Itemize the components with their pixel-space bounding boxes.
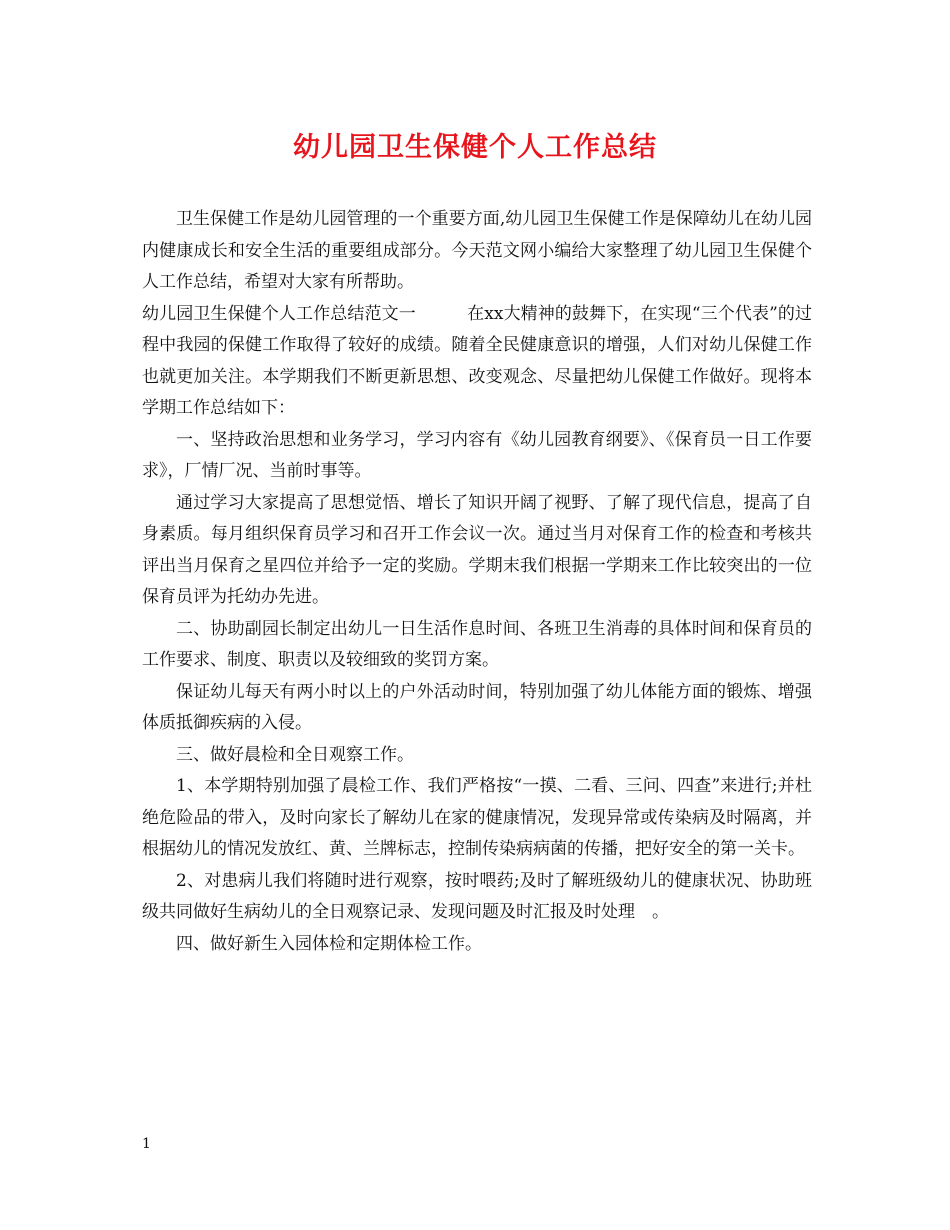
- document-body: [142, 204, 812, 960]
- paragraph-sick-children: 2、对患病儿我们将随时进行观察，按时喂药;及时了解班级幼儿的健康状况、协助班级共同做好生病幼儿的全日观察记录、发现问题及时汇报及时处理 。: [142, 870, 812, 922]
- paragraph-section-one: 一、坚持政治思想和业务学习，学习内容有《幼儿园教育纲要》、《保育员一日工作要求》，厂情厂况、当前时事等。: [142, 429, 812, 481]
- paragraph-section-four: 四、做好新生入园体检和定期体检工作。: [176, 933, 482, 954]
- document-title: 幼儿园卫生保健个人工作总结: [293, 132, 657, 163]
- paragraph-section-three: 三、做好晨检和全日观察工作。: [176, 744, 414, 765]
- page-number: 1: [142, 1136, 151, 1152]
- paragraph-section-two: 二、协助副园长制定出幼儿一日生活作息时间、各班卫生消毒的具体时间和保育员的工作要求、制度、职责以及较细致的奖罚方案。: [142, 618, 812, 670]
- paragraph-study-results: 通过学习大家提高了思想觉悟、增长了知识开阔了视野、了解了现代信息，提高了自身素质。每月组织保育员学习和召开工作会议一次。通过当月对保育工作的检查和考核共评出当月保育之星四位并给予一定的奖励。学期末我们根据一学期来工作比较突出的一位保育员评为托幼办先进。: [142, 492, 812, 607]
- paragraph-outdoor-activity: 保证幼儿每天有两小时以上的户外活动时间，特别加强了幼儿体能方面的锻炼、增强体质抵御疾病的入侵。: [142, 681, 812, 733]
- paragraph-morning-check: 1、本学期特别加强了晨检工作、我们严格按“一摸、二看、三问、四查”来进行;并杜绝危险品的带入，及时向家长了解幼儿在家的健康情况，发现异常或传染病及时隔离，并根据幼儿的情况发放红、黄、兰牌标志，控制传染病病菌的传播，把好安全的第一关卡。: [142, 776, 812, 859]
- paragraph-sample-one: 幼儿园卫生保健个人工作总结范文一 在xx大精神的鼓舞下，在实现“三个代表”的过程中我园的保健工作取得了较好的成绩。随着全民健康意识的增强，人们对幼儿保健工作也就更加关注。本学期我们不断更新思想、改变观念、尽量把幼儿保健工作做好。现将本学期工作总结如下：: [142, 303, 812, 418]
- paragraph-intro: 卫生保健工作是幼儿园管理的一个重要方面,幼儿园卫生保健工作是保障幼儿在幼儿园内健康成长和安全生活的重要组成部分。今天范文网小编给大家整理了幼儿园卫生保健个人工作总结，希望对大家有所帮助。: [142, 209, 812, 292]
